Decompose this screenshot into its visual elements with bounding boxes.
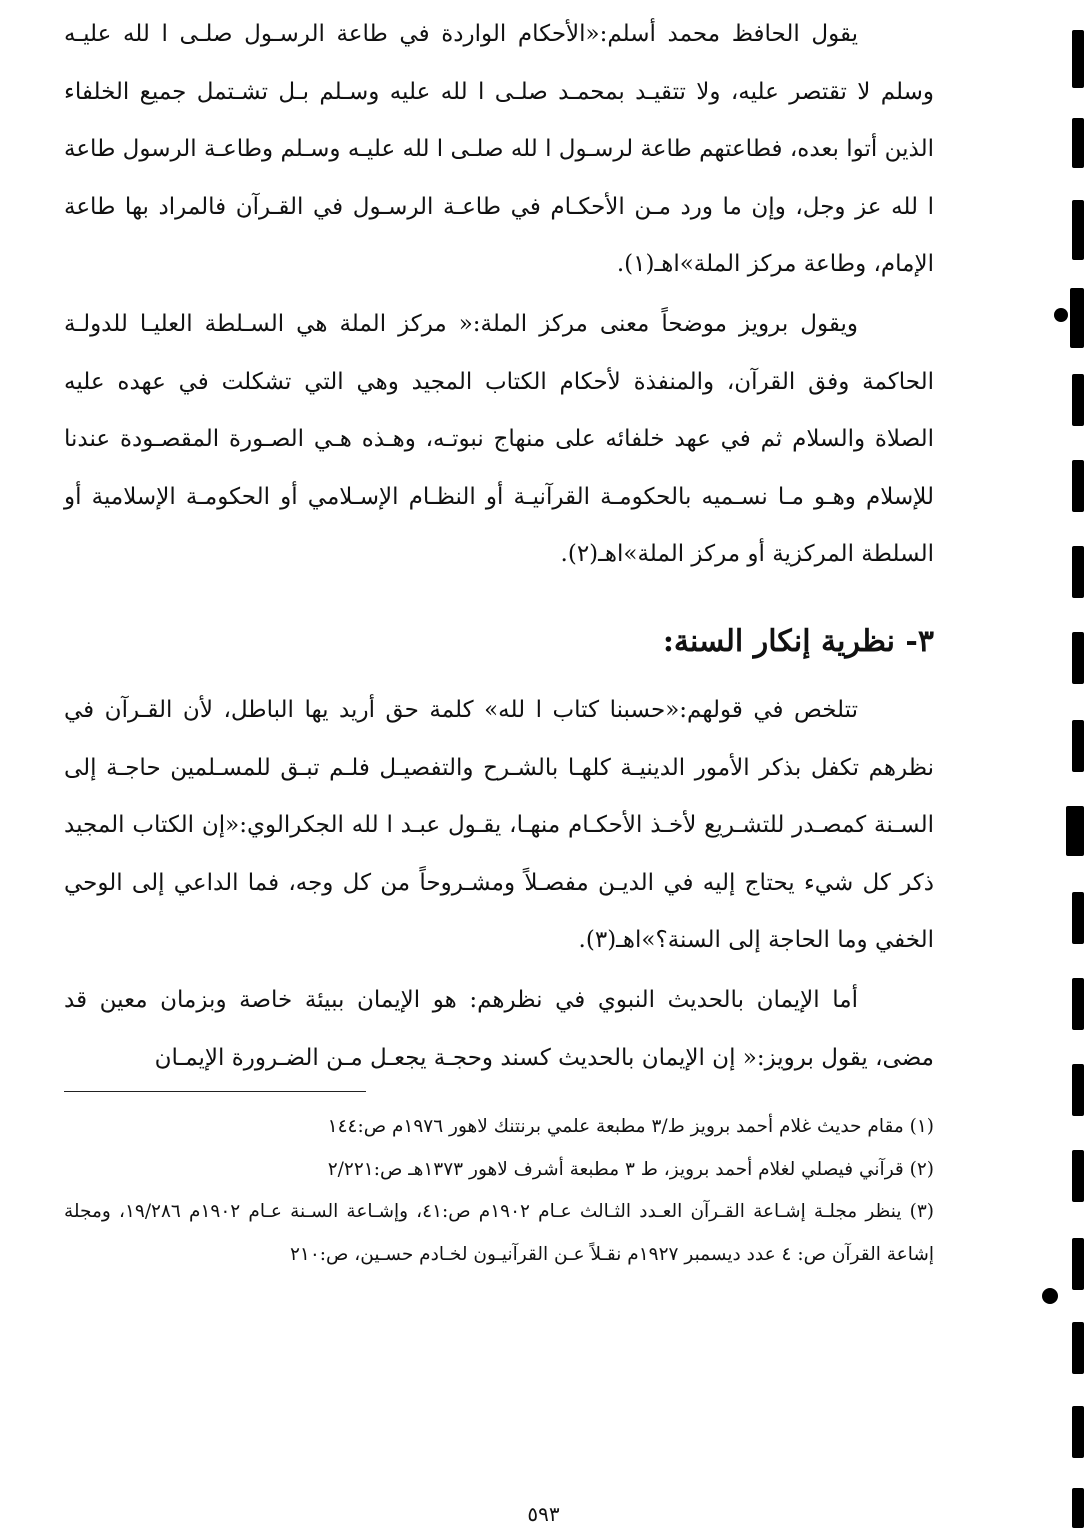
binding-mark (1072, 1064, 1084, 1116)
binding-mark (1066, 806, 1084, 856)
binding-mark (1072, 720, 1084, 772)
binding-mark (1072, 632, 1084, 684)
binding-mark (1072, 118, 1084, 168)
binding-dot (1042, 1288, 1058, 1304)
footnote-2: (٢) قرآني فيصلي لغلام أحمد برويز، ط ٣ مطبعة أشرف لاهور ١٣٧٣هـ ص:٢/٢٢١ (327, 1158, 934, 1180)
paragraph-parwez-millah: ويقول برويز موضحاً معنى مركز الملة:« مركز الملة هي السـلطة العليـا للدولـة الحاكمة وفق القرآن، والمنفذة لأحكام الكتاب المجيد وهي التي تشكلت في عهده عليه الصلاة والسلام ثم في عهد خلفائه على منهاج نبوتـه، وهـذه هـي الصـورة المقصـودة عندنا للإسلام وهـو مـا نسـميه بالحكومـة القرآنيـة أو النظـام الإسـلامي أو الحكومـة الإسلامية أو السلطة المركزية أو مركز الملة»اهـ(٢). (64, 310, 934, 568)
section-heading: ٣- نظرية إنكار السنة: (662, 623, 934, 659)
binding-mark (1072, 200, 1084, 260)
footnote-1: (١) مقام حديث غلام أحمد برويز ط/٣ مطبعة علمي برنتنك لاهور ١٩٧٦م ص:١٤٤ (327, 1116, 934, 1138)
footnotes (64, 1106, 934, 1276)
binding-mark (1072, 1488, 1084, 1528)
binding-mark (1072, 1238, 1084, 1290)
page-number: ٥٩٣ (527, 1502, 560, 1526)
footnote-separator (64, 1091, 366, 1092)
binding-mark (1072, 1322, 1084, 1374)
paragraph-aslam-quote: يقول الحافظ محمد أسلم:«الأحكام الواردة في طاعة الرسـول صلـى ا لله عليـه وسلم لا تقتصر عليه، ولا تتقيـد بمحمـد صلـى ا لله عليه وسـلم بـل تشـتمل جميع الخلفاء الذين أتوا بعده، فطاعتهم طاعة لرسـول ا لله صلـى ا لله عليـه وسـلم وطاعـة الرسول طاعة ا لله عز وجل، وإن ما ورد مـن الأحكـام في طاعـة الرسـول في القـرآن فالمراد بها طاعة الإمام، وطاعة مركز الملة»اهـ(١). (64, 21, 934, 278)
binding-mark (1072, 374, 1084, 426)
binding-mark (1072, 1150, 1084, 1202)
binding-mark (1072, 1406, 1084, 1458)
binding-mark (1070, 288, 1084, 348)
binding-mark (1072, 546, 1084, 598)
binding-dot (1054, 308, 1068, 322)
binding-mark (1072, 30, 1084, 88)
page-body (64, 6, 934, 1276)
binding-mark (1072, 892, 1084, 944)
binding-mark (1072, 978, 1084, 1030)
paragraph-sunnah-denial: تتلخص في قولهم:«حسبنا كتاب ا لله» كلمة حق أريد يها الباطل، لأن القـرآن في نظرهم تكفل بذكر الأمور الدينيـة كلهـا بالشـرح والتفصيـل فلـم تبـق للمسـلمين حاجـة إلى السـنة كمصـدر للتشـريع لأخـذ الأحكـام منهـا، يقـول عبـد ا لله الجكرالوي:«إن الكتاب المجيد ذكر كل شيء يحتاج إليه في الديـن مفصـلاً ومشـروحاً من كل وجه، فما الداعي إلى الوحي الخفي وما الحاجة إلى السنة؟»اهـ(٣). (64, 696, 934, 954)
binding-mark (1072, 460, 1084, 512)
paragraph-hadith-faith: أما الإيمان بالحديث النبوي في نظرهم: هو الإيمان ببيئة خاصة وبزمان معين قد مضى، يقول برويز:« إن الإيمان بالحديث كسند وحجـة يجعـل مـن الضـرورة الإيمـان (64, 986, 934, 1071)
footnote-3: (٣) ينظر مجلـة إشـاعة القـرآن العـدد الثـالث عـام ١٩٠٢م ص:٤١، وإشـاعة السـنة عـام ١٩٠٢م ١٩/٢٨٦، ومجلة إشاعة القرآن ص: ٤ عدد ديسمبر ١٩٢٧م نقـلاً عـن القرآنيـون لخـادم حسـين، ص:٢١٠ (64, 1201, 934, 1265)
